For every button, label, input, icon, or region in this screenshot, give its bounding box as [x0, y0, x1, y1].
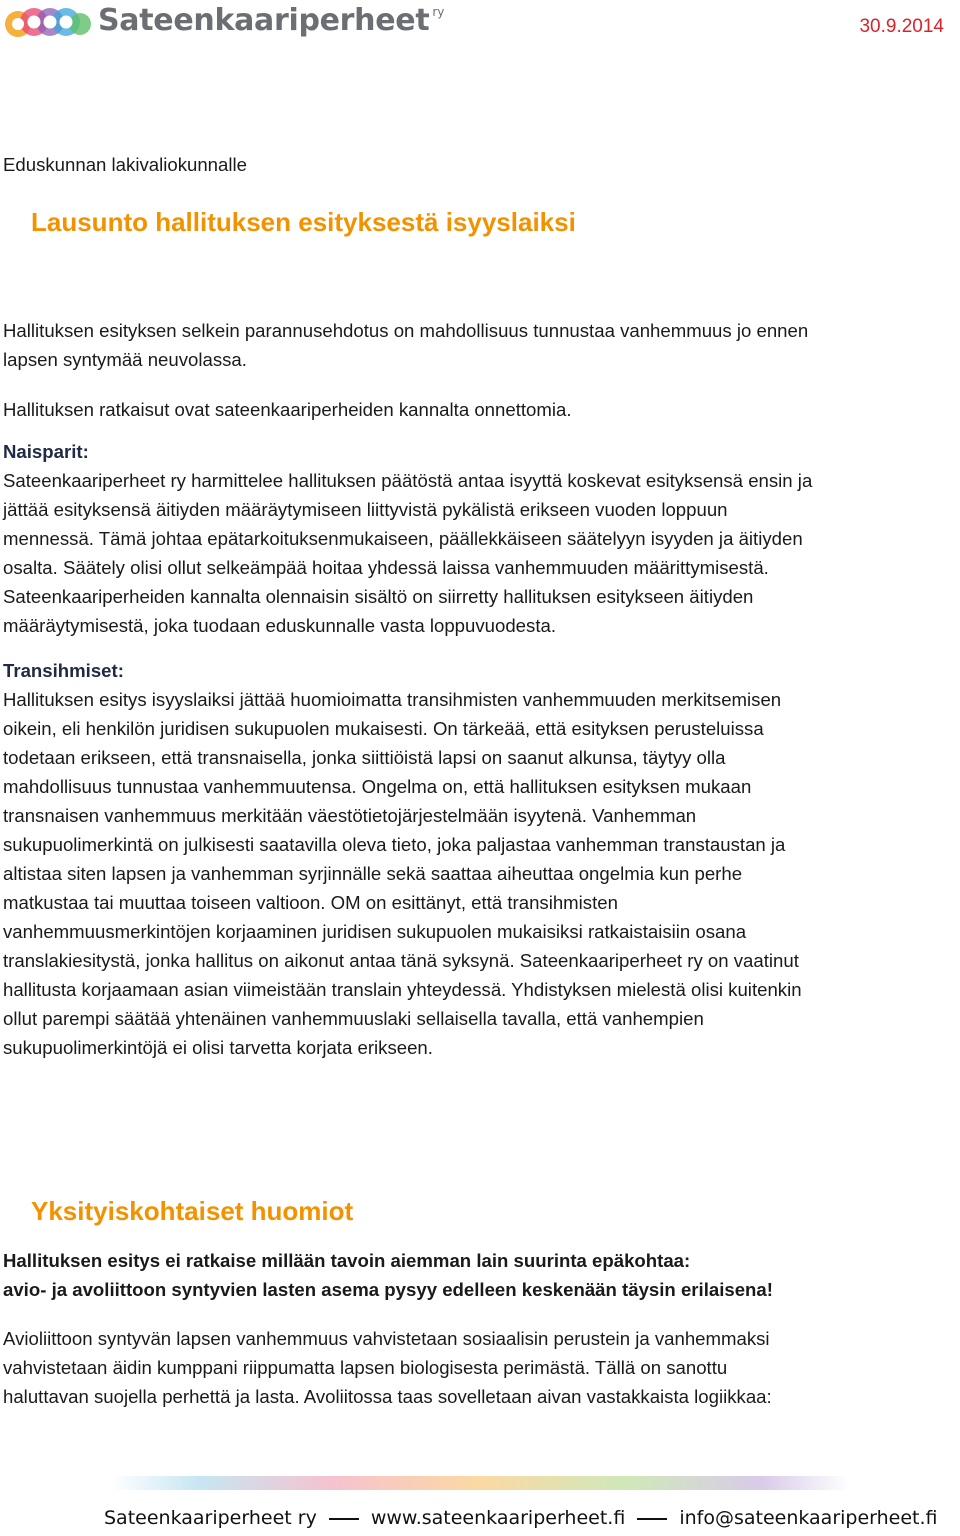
text-line: Avioliittoon syntyvän lapsen vanhemmuus vahvistetaan sosiaalisin perustein ja vanhemmaksi	[3, 1328, 770, 1349]
section-paragraph-transihmiset	[3, 685, 958, 1062]
text-line: Hallituksen esityksen selkein parannusehdotus on mahdollisuus tunnustaa vanhemmuus jo ennen	[3, 320, 809, 341]
text-line: sukupuolimerkintä on julkisesti saatavilla oleva tieto, joka paljastaa vanhemman transtaustan ja	[3, 834, 786, 855]
text-line: vanhemmuusmerkintöjen korjaaminen juridisen sukupuolen mukaisiksi ratkaistaisiin osana	[3, 921, 747, 942]
text-line: Hallituksen esitys isyyslaiksi jättää huomioimatta transihmisten vanhemmuuden merkitsemisen	[3, 689, 782, 710]
text-line: transnaisen vanhemmuus merkitään väestötietojärjestelmään isyytenä. Vanhemman	[3, 805, 697, 826]
rainbow-drops-logo-icon	[4, 2, 92, 42]
text-line: Sateenkaariperheet ry harmittelee hallituksen päätöstä antaa isyyttä koskevat esityksensä ensin ja	[3, 470, 813, 491]
text-line: Hallituksen esitys ei ratkaise millään tavoin aiemman lain suurinta epäkohtaa:	[3, 1250, 691, 1271]
footer-org: Sateenkaariperheet ry	[104, 1507, 317, 1529]
document-title: Lausunto hallituksen esityksestä isyyslaiksi	[31, 207, 576, 237]
recipient: Eduskunnan lakivaliokunnalle	[3, 154, 247, 175]
text-line: osalta. Säätely olisi ollut selkeämpää hoitaa yhdessä laissa vanhemmuuden määrittymisestä.	[3, 557, 769, 578]
separator	[637, 1518, 667, 1520]
text-line: lapsen syntymää neuvolassa.	[3, 349, 247, 370]
text-line: todetaan erikseen, että transnaisella, jonka siittiöistä lapsi on saanut alkunsa, täytyy olla	[3, 747, 726, 768]
text-line: ollut parempi säätää yhtenäinen vanhemmuuslaki sellaisella tavalla, että vanhempien	[3, 1008, 704, 1029]
text-line: Sateenkaariperheiden kannalta olennaisin sisältö on siirretty hallituksen esitykseen äitiyden	[3, 586, 754, 607]
footer-contact	[104, 1507, 938, 1529]
text-line: sukupuolimerkintöjä ei olisi tarvetta korjata erikseen.	[3, 1037, 433, 1058]
logo-wordmark: Sateenkaariperheet	[98, 3, 430, 38]
section-heading-naisparit: Naisparit:	[3, 441, 89, 462]
text-line: haluttavan suojella perhettä ja lasta. Avoliitossa taas sovelletaan aivan vastakkaista logiikkaa:	[3, 1386, 772, 1407]
intro-paragraph	[3, 316, 958, 374]
text-line: jättää esityksensä äitiyden määräytymiseen liittyvistä pykälistä erikseen vuoden loppuun	[3, 499, 728, 520]
text-line: oikein, eli henkilön juridisen sukupuolen mukaisesti. On tärkeää, että esityksen perusteluissa	[3, 718, 764, 739]
text-line: translakiesitystä, jonka hallitus on aikonut antaa tänä syksynä. Sateenkaariperheet ry on vaatinut	[3, 950, 799, 971]
logo-suffix: ry	[432, 5, 445, 19]
text-line: avio- ja avoliittoon syntyvien lasten asema pysyy edelleen keskenään täysin erilaisena!	[3, 1279, 773, 1300]
closing-paragraph	[3, 1324, 958, 1411]
text-line: mennessä. Tämä johtaa epätarkoituksenmukaiseen, päällekkäiseen säätelyyn isyyden ja äitiyden	[3, 528, 803, 549]
text-line: hallitusta korjaamaan asian viimeistään translain yhteydessä. Yhdistyksen mielestä olisi kuitenkin	[3, 979, 802, 1000]
page-header	[0, 0, 960, 50]
bold-key-point	[3, 1246, 958, 1304]
intro-statement: Hallituksen ratkaisut ovat sateenkaariperheiden kannalta onnettomia.	[3, 399, 572, 420]
footer-email-link[interactable]: info@sateenkaariperheet.fi	[679, 1507, 938, 1529]
text-line: altistaa siten lapsen ja vanhemman syrjinnälle sekä saattaa aiheuttaa ongelmia kun perhe	[3, 863, 743, 884]
letter-body	[3, 150, 958, 1411]
section-paragraph-naisparit	[3, 466, 958, 640]
separator	[329, 1518, 359, 1520]
text-line: määräytymisestä, joka tuodaan eduskunnalle vasta loppuvuodesta.	[3, 615, 556, 636]
letter-date: 30.9.2014	[859, 16, 944, 37]
rainbow-dots-decoration-icon	[110, 1472, 850, 1494]
text-line: vahvistetaan äidin kumppani riippumatta lapsen biologisesta perimästä. Tällä on sanottu	[3, 1357, 728, 1378]
text-line: mahdollisuus tunnustaa vanhemmuutensa. Ongelma on, että hallituksen esityksen mukaan	[3, 776, 752, 797]
text-line: matkustaa tai muuttaa toiseen valtioon. OM on esittänyt, että transihmisten	[3, 892, 618, 913]
section-title-details: Yksityiskohtaiset huomiot	[31, 1196, 354, 1226]
section-heading-transihmiset: Transihmiset:	[3, 660, 124, 681]
footer-website-link[interactable]: www.sateenkaariperheet.fi	[370, 1507, 626, 1529]
organization-logo	[4, 2, 444, 42]
